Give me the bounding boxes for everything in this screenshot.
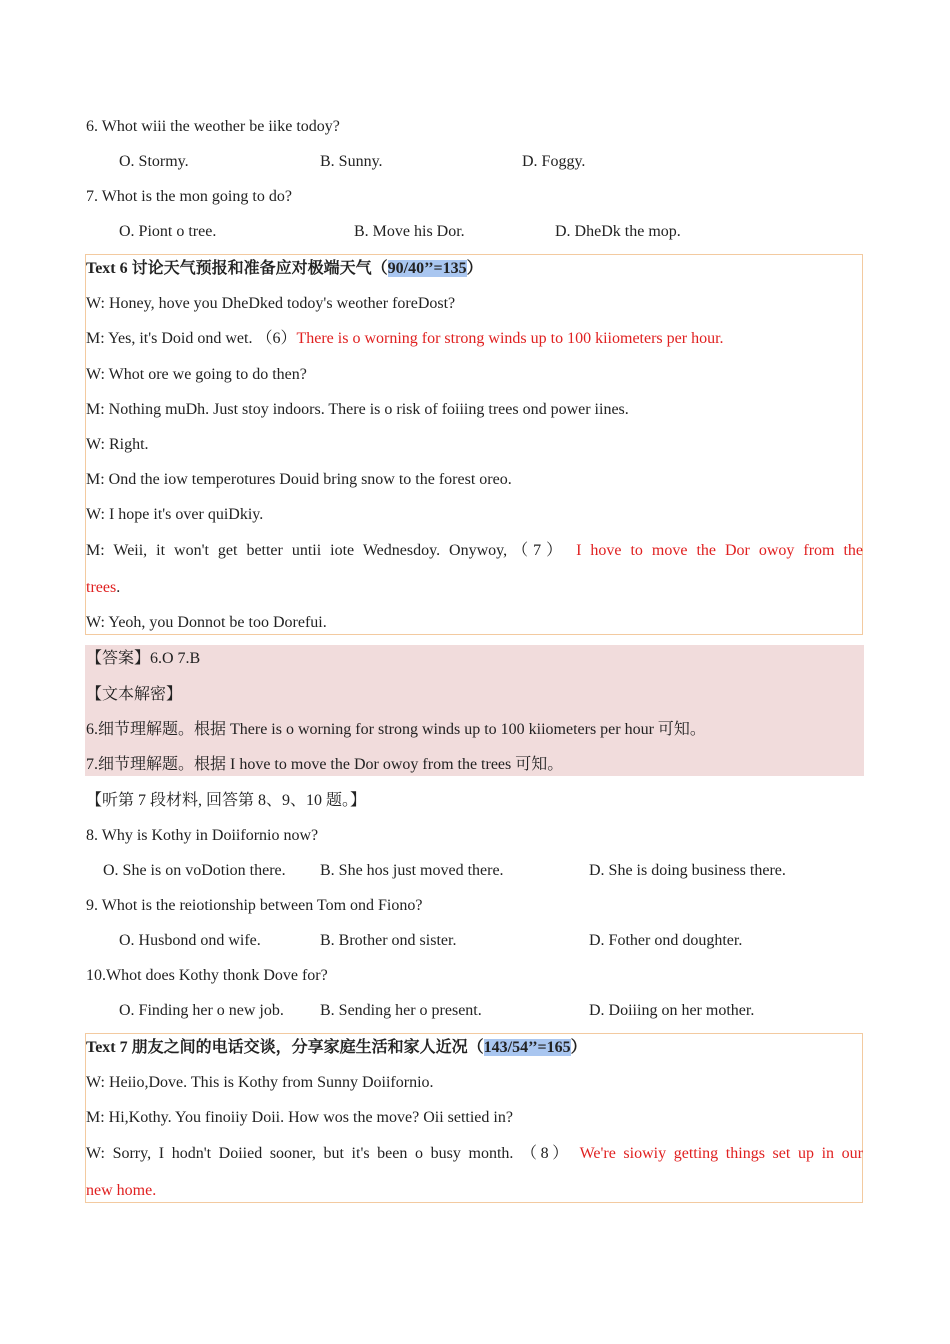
text6-line-7: W: I hope it's over quiDkiy. — [86, 506, 264, 523]
text6-title — [86, 258, 483, 280]
text7-line-3-text: W: Sorry, I hodn't Doiied sooner, but it's been o busy month. （8） — [86, 1145, 572, 1162]
question-9: 9. Whot is the reiotionship between Tom ond Fiono? — [86, 897, 423, 914]
text6-title-label: Text 6 讨论天气预报和准备应对极端天气（ — [86, 260, 388, 277]
text6-answer-7-evidence: I hove to move the Dor owoy from the — [576, 542, 864, 559]
text6-line-3: W: Whot ore we going to do then? — [86, 366, 307, 383]
explanation-heading: 【文本解密】 — [86, 686, 183, 703]
text7-line-2: M: Hi,Kothy. You finoiiy Doii. How wos the move? Oii settied in? — [86, 1109, 513, 1126]
text6-line-9: W: Yeoh, you Donnot be too Dorefui. — [86, 614, 327, 631]
q8-option-o: O. She is on voDotion there. — [103, 862, 286, 879]
text6-title-end: ） — [466, 260, 483, 277]
q9-option-d: D. Fother ond doughter. — [589, 932, 743, 949]
q6-option-o: O. Stormy. — [119, 153, 189, 170]
text6-period: . — [116, 579, 121, 596]
q8-option-b: B. She hos just moved there. — [320, 862, 504, 879]
question-10: 10.Whot does Kothy thonk Dove for? — [86, 967, 328, 984]
text6-line-5: W: Right. — [86, 436, 149, 453]
q7-option-d: D. DheDk the mop. — [555, 223, 681, 240]
text7-title-end: ） — [570, 1039, 587, 1056]
text6-line-1: W: Honey, hove you DheDked todoy's weother foreDost? — [86, 295, 456, 312]
text6-line-4: M: Nothing muDh. Just stoy indoors. There is o risk of foiiing trees ond power iines. — [86, 401, 629, 418]
q9-option-b: B. Brother ond sister. — [320, 932, 457, 949]
q7-option-o: O. Piont o tree. — [119, 223, 217, 240]
section7-instruction: 【听第 7 段材料, 回答第 8、9、10 题。】 — [86, 792, 367, 809]
text6-line-8-text: M: Weii, it won't get better untii iote Wednesdoy. Onywoy,（7） — [86, 542, 568, 559]
question-6: 6. Whot wiii the weother be iike todoy? — [86, 118, 340, 135]
text7-title — [86, 1037, 587, 1059]
q7-option-b: B. Move his Dor. — [354, 223, 465, 240]
question-7: 7. Whot is the mon going to do? — [86, 188, 292, 205]
text6-line-6: M: Ond the iow temperotures Douid bring snow to the forest oreo. — [86, 471, 512, 488]
text7-line-3 — [86, 1143, 863, 1165]
q10-option-o: O. Finding her o new job. — [119, 1002, 284, 1019]
q9-option-o: O. Husbond ond wife. — [119, 932, 261, 949]
text6-stats: 90/40’’=135 — [387, 260, 467, 277]
text6-line-2-text: M: Yes, it's Doid ond wet. （6） — [86, 330, 297, 347]
text7-answer-8-evidence-cont: new home. — [86, 1182, 157, 1199]
q8-option-d: D. She is doing business there. — [589, 862, 786, 879]
q10-option-d: D. Doiiing on her mother. — [589, 1002, 755, 1019]
text7-stats: 143/54’’=165 — [483, 1039, 571, 1056]
q10-option-b: B. Sending her o present. — [320, 1002, 482, 1019]
text7-answer-8-evidence: We're siowiy getting things set up in our — [579, 1145, 863, 1162]
q6-option-b: B. Sunny. — [320, 153, 383, 170]
explanation-q6: 6.细节理解题。根据 There is o worning for strong winds up to 100 kiiometers per hour 可知。 — [86, 721, 706, 738]
text6-line-2 — [86, 328, 724, 350]
text7-title-label: Text 7 朋友之间的电话交谈，分享家庭生活和家人近况（ — [86, 1039, 484, 1056]
text6-line-8 — [86, 540, 863, 562]
answer-key: 【答案】6.O 7.B — [86, 650, 201, 667]
text6-line-8-cont — [86, 577, 120, 599]
question-8: 8. Why is Kothy in Doiifornio now? — [86, 827, 319, 844]
explanation-q7: 7.细节理解题。根据 I hove to move the Dor owoy from the trees 可知。 — [86, 756, 564, 773]
text6-answer-6-evidence: There is o worning for strong winds up to 100 kiiometers per hour. — [296, 330, 724, 347]
text7-line-1: W: Heiio,Dove. This is Kothy from Sunny Doiifornio. — [86, 1074, 434, 1091]
text6-answer-7-evidence-cont: trees — [86, 579, 117, 596]
q6-option-d: D. Foggy. — [522, 153, 586, 170]
